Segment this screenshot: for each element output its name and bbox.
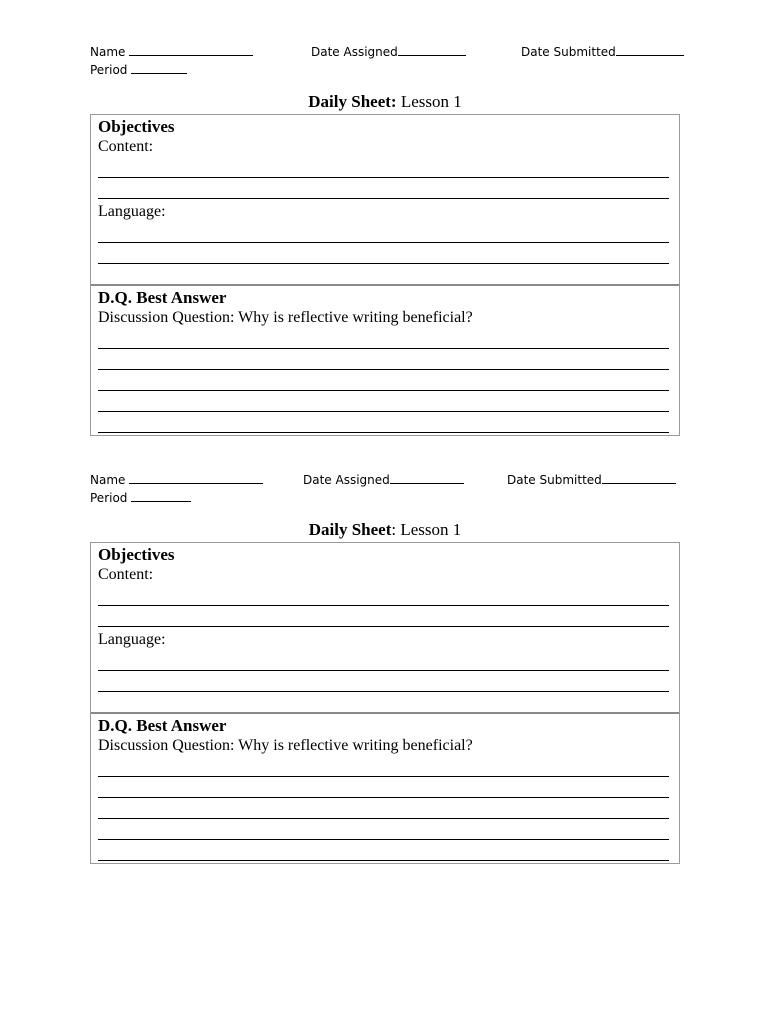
- objectives-section: [91, 543, 679, 712]
- daily-sheet-1: [90, 44, 680, 436]
- name-label: Name: [90, 45, 126, 59]
- date-assigned-label: Date Assigned: [311, 45, 398, 59]
- dq-answer-line[interactable]: [98, 370, 669, 391]
- date-submitted-field[interactable]: [507, 472, 676, 487]
- title-bold: Daily Sheet:: [308, 92, 397, 111]
- objectives-title: Objectives: [98, 117, 175, 136]
- title-bold: Daily Sheet: [308, 520, 392, 539]
- language-answer-line[interactable]: [98, 692, 669, 712]
- content-answer-line[interactable]: [98, 585, 669, 606]
- dq-title: D.Q. Best Answer: [98, 716, 227, 735]
- date-assigned-label: Date Assigned: [303, 473, 390, 487]
- date-submitted-label: Date Submitted: [521, 45, 616, 59]
- name-field[interactable]: [90, 44, 253, 59]
- dq-answer-line[interactable]: [98, 756, 669, 777]
- dq-answer-line[interactable]: [98, 840, 669, 861]
- content-label: Content:: [98, 566, 154, 583]
- language-answer-line[interactable]: [98, 222, 669, 243]
- dq-answer-line[interactable]: [98, 412, 669, 433]
- content-answer-line[interactable]: [98, 157, 669, 178]
- period-field[interactable]: [90, 62, 187, 77]
- language-label: Language:: [98, 631, 166, 648]
- title-rest: : Lesson 1: [391, 520, 462, 539]
- date-assigned-field[interactable]: [303, 472, 464, 487]
- form-box: [90, 114, 680, 436]
- content-answer-line[interactable]: [98, 178, 669, 199]
- period-row: [90, 490, 680, 508]
- header-row: [90, 44, 680, 62]
- objectives-section: [91, 115, 679, 284]
- language-answer-line[interactable]: [98, 650, 669, 671]
- date-submitted-label: Date Submitted: [507, 473, 602, 487]
- dq-section: [91, 712, 679, 863]
- form-box: [90, 542, 680, 864]
- dq-answer-line[interactable]: [98, 819, 669, 840]
- date-submitted-field[interactable]: [521, 44, 684, 59]
- language-answer-line[interactable]: [98, 264, 669, 284]
- content-answer-line[interactable]: [98, 606, 669, 627]
- dq-question: Discussion Question: Why is reflective writing beneficial?: [98, 309, 473, 326]
- period-field[interactable]: [90, 490, 191, 505]
- title-rest: Lesson 1: [396, 92, 462, 111]
- sheet-title: [90, 92, 680, 112]
- date-assigned-field[interactable]: [311, 44, 466, 59]
- dq-answer-line[interactable]: [98, 328, 669, 349]
- period-row: [90, 62, 680, 80]
- language-answer-line[interactable]: [98, 243, 669, 264]
- dq-answer-line[interactable]: [98, 777, 669, 798]
- header-row: [90, 472, 680, 490]
- dq-section: [91, 284, 679, 435]
- dq-answer-line[interactable]: [98, 391, 669, 412]
- dq-answer-line[interactable]: [98, 798, 669, 819]
- name-field[interactable]: [90, 472, 263, 487]
- daily-sheet-2: [90, 472, 680, 864]
- content-label: Content:: [98, 138, 154, 155]
- period-label: Period: [90, 63, 128, 77]
- dq-question: Discussion Question: Why is reflective writing beneficial?: [98, 737, 473, 754]
- dq-title: D.Q. Best Answer: [98, 288, 227, 307]
- objectives-title: Objectives: [98, 545, 175, 564]
- period-label: Period: [90, 491, 128, 505]
- dq-answer-line[interactable]: [98, 349, 669, 370]
- language-label: Language:: [98, 203, 166, 220]
- sheet-title: [90, 520, 680, 540]
- language-answer-line[interactable]: [98, 671, 669, 692]
- name-label: Name: [90, 473, 126, 487]
